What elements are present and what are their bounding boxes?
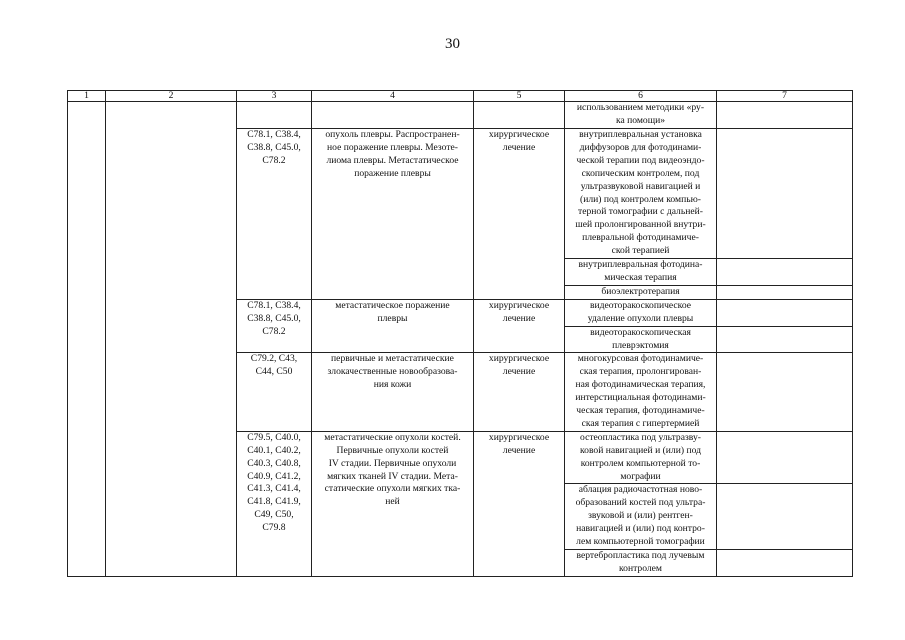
method-cell: внутриплевральная фотодина- мическая терапия <box>565 259 717 286</box>
treatment-cell: хирургическое лечение <box>474 431 565 576</box>
col7-cell <box>717 285 853 299</box>
method-cell: видеоторакоскопическая плеврэктомия <box>565 326 717 353</box>
codes-cell: С78.1, С38.4, С38.8, С45.0, С78.2 <box>237 129 312 300</box>
page-number: 30 <box>445 36 460 52</box>
column-number: 6 <box>565 91 717 102</box>
col2-cell <box>106 102 237 577</box>
diagnosis-cell <box>312 102 474 129</box>
diagnosis-cell: первичные и метастатические злокачественные новообразова- ния кожи <box>312 353 474 431</box>
method-cell: биоэлектротерапия <box>565 285 717 299</box>
method-cell: многокурсовая фотодинамиче- ская терапия, пролонгирован- ная фотодинамическая терапия, интерстициальная фотодинами- ческая терапия, фотодинамиче- ская терапия с гипертермией <box>565 353 717 431</box>
diagnosis-cell: метастатические опухоли костей. Первичные опухоли костей IV стадии. Первичные опухоли мягких тканей IV стадии. Мета- статические опухоли мягких тка- ней <box>312 431 474 576</box>
column-number: 3 <box>237 91 312 102</box>
codes-cell <box>237 102 312 129</box>
table-row <box>68 102 853 129</box>
column-number: 2 <box>106 91 237 102</box>
codes-cell: С78.1, С38.4, С38.8, С45.0, С78.2 <box>237 299 312 353</box>
col7-cell <box>717 102 853 129</box>
codes-cell: С79.2, С43, С44, С50 <box>237 353 312 431</box>
col7-cell <box>717 326 853 353</box>
col7-cell <box>717 129 853 259</box>
col1-cell <box>68 102 106 577</box>
method-cell: использованием методики «ру- ка помощи» <box>565 102 717 129</box>
procedures-table <box>67 90 853 577</box>
method-cell: видеоторакоскопическое удаление опухоли плевры <box>565 299 717 326</box>
method-cell: аблация радиочастотная ново- образований костей под ультра- звуковой и (или) рентген- навигацией и (или) под контро- лем компьютерной томографии <box>565 484 717 550</box>
treatment-cell: хирургическое лечение <box>474 353 565 431</box>
method-cell: вертебропластика под лучевым контролем <box>565 550 717 577</box>
diagnosis-cell: опухоль плевры. Распространен- ное поражение плевры. Мезоте- лиома плевры. Метастатическое поражение плевры <box>312 129 474 300</box>
col7-cell <box>717 431 853 484</box>
column-number: 4 <box>312 91 474 102</box>
treatment-cell: хирургическое лечение <box>474 299 565 353</box>
col7-cell <box>717 299 853 326</box>
method-cell: внутриплевральная установка диффузоров для фотодинами- ческой терапии под видеоэндо- скопическим контролем, под ультразвуковой навигацией и (или) под контролем компью- терной томографии с дальней- шей пролонгированной внутри- плевральной фотодинамиче- ской терапией <box>565 129 717 259</box>
codes-cell: С79.5, С40.0, С40.1, С40.2, С40.3, С40.8, С40.9, С41.2, С41.3, С41.4, С41.8, С41.9, С49, С50, С79.8 <box>237 431 312 576</box>
treatment-cell: хирургическое лечение <box>474 129 565 300</box>
column-number: 7 <box>717 91 853 102</box>
column-number-row <box>68 91 853 102</box>
diagnosis-cell: метастатическое поражение плевры <box>312 299 474 353</box>
col7-cell <box>717 550 853 577</box>
method-cell: остеопластика под ультразву- ковой навигацией и (или) под контролем компьютерной то- мографии <box>565 431 717 484</box>
column-number: 1 <box>68 91 106 102</box>
treatment-cell <box>474 102 565 129</box>
column-number: 5 <box>474 91 565 102</box>
col7-cell <box>717 353 853 431</box>
col7-cell <box>717 259 853 286</box>
col7-cell <box>717 484 853 550</box>
